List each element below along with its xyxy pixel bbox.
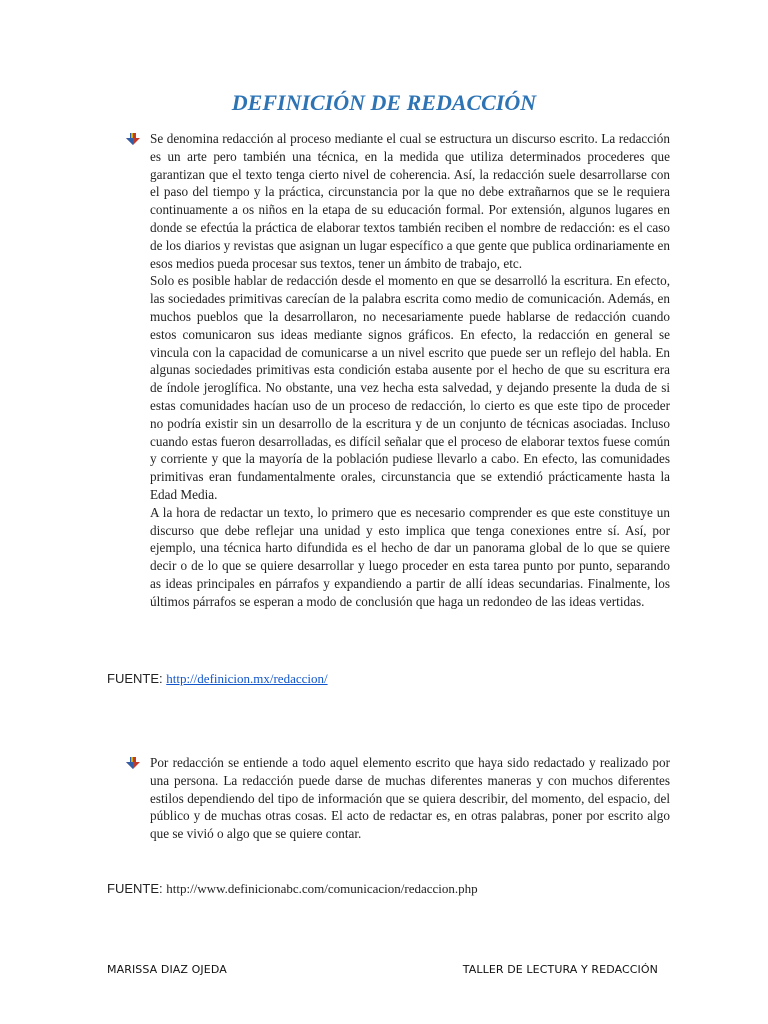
arrow-bullet-icon — [126, 133, 140, 145]
source-url-text: http://www.definicionabc.com/comunicacion/redaccion.php — [166, 881, 478, 896]
source-label: FUENTE: — [107, 881, 167, 896]
footer-course: TALLER DE LECTURA Y REDACCIÓN — [462, 963, 658, 976]
arrow-bullet-icon — [126, 757, 140, 769]
paragraph-3: A la hora de redactar un texto, lo primero que es necesario comprender es que este constituye un discurso que debe reflejar una unidad y esto implica que tenga conexiones entre sí. Así, por ejemplo, una técnica harto difundida es el hecho de dar un panorama global de lo que se quiere decir o de lo que se quiere desarrollar y luego proceder en esta tarea punto por punto, separando as ideas principales en párrafos y expandiendo a partir de allí ideas secundarias. Finalmente, los últimos párrafos se esperan a modo de conclusión que haga un redondeo de las ideas vertidas. — [150, 504, 670, 609]
paragraph-2: Solo es posible hablar de redacción desde el momento en que se desarrolló la escritura. En efecto, las sociedades primitivas carecían de la palabra escrita como medio de comunicación. Además, en muchos pueblos que la desarrollaron, no necesariamente puede hablarse de redacción cuando estos comunicaron sus ideas mediante signos gráficos. En efecto, la redacción en general se vincula con la capacidad de comunicarse a un nivel escrito que puede ser un reflejo del habla. En algunas sociedades primitivas esta condición estaba ausente por el hecho de que su escritura era de índole jeroglífica. No obstante, una vez hecha esta salvedad, y dejando presente la duda de si estas comunidades hacían uso de un proceso de redacción, lo cierto es que este tipo de proceder no podría existir sin un desarrollo de la escritura y de un conjunto de técnicas asociadas. Incluso cuando estas fueron desarrolladas, es difícil señalar que el proceso de elaborar textos fuese común y corriente y que la mayoría de la población pudiese llevarlo a cabo. En efecto, las comunidades primitivas eran fundamentalmente orales, circunstancia que se extendió prácticamente hasta la Edad Media. — [150, 273, 670, 502]
source-link[interactable]: http://definicion.mx/redaccion/ — [166, 671, 328, 686]
definition-section-2 — [150, 754, 670, 843]
page-title: DEFINICIÓN DE REDACCIÓN — [231, 90, 537, 115]
definition-section-1 — [150, 130, 670, 611]
source-citation-1 — [107, 671, 328, 687]
source-label: FUENTE: — [107, 671, 167, 686]
paragraph-4: Por redacción se entiende a todo aquel elemento escrito que haya sido redactado y realizado por una persona. La redacción puede darse de muchas diferentes maneras y con muchos diferentes estilos dependiendo del tipo de información que se quiera describir, del momento, del espacio, del público y de muchas otras cosas. El acto de redactar es, en otras palabras, poner por escrito algo que se vivió o algo que se quiere contar. — [150, 755, 670, 842]
paragraph-1: Se denomina redacción al proceso mediante el cual se estructura un discurso escrito. La redacción es un arte pero también una técnica, en la medida que utiliza determinados procederes que garantizan que el texto tenga cierto nivel de coherencia. Así, la redacción suele desarrollarse con el paso del tiempo y la práctica, circunstancia por la que no debe extrañarnos que se le requiera continuamente a os niños en la etapa de su educación formal. Por extensión, algunos lugares en donde se efectúa la práctica de elaborar textos también reciben el nombre de redacción: es el caso de los diarios y revistas que asignan un lugar específico a que gente que publica ordinariamente en esos medios pueda procesar sus textos, tener un ámbito de trabajo, etc. — [150, 131, 670, 271]
source-citation-2 — [107, 881, 478, 897]
footer-author: MARISSA DIAZ OJEDA — [107, 963, 227, 976]
